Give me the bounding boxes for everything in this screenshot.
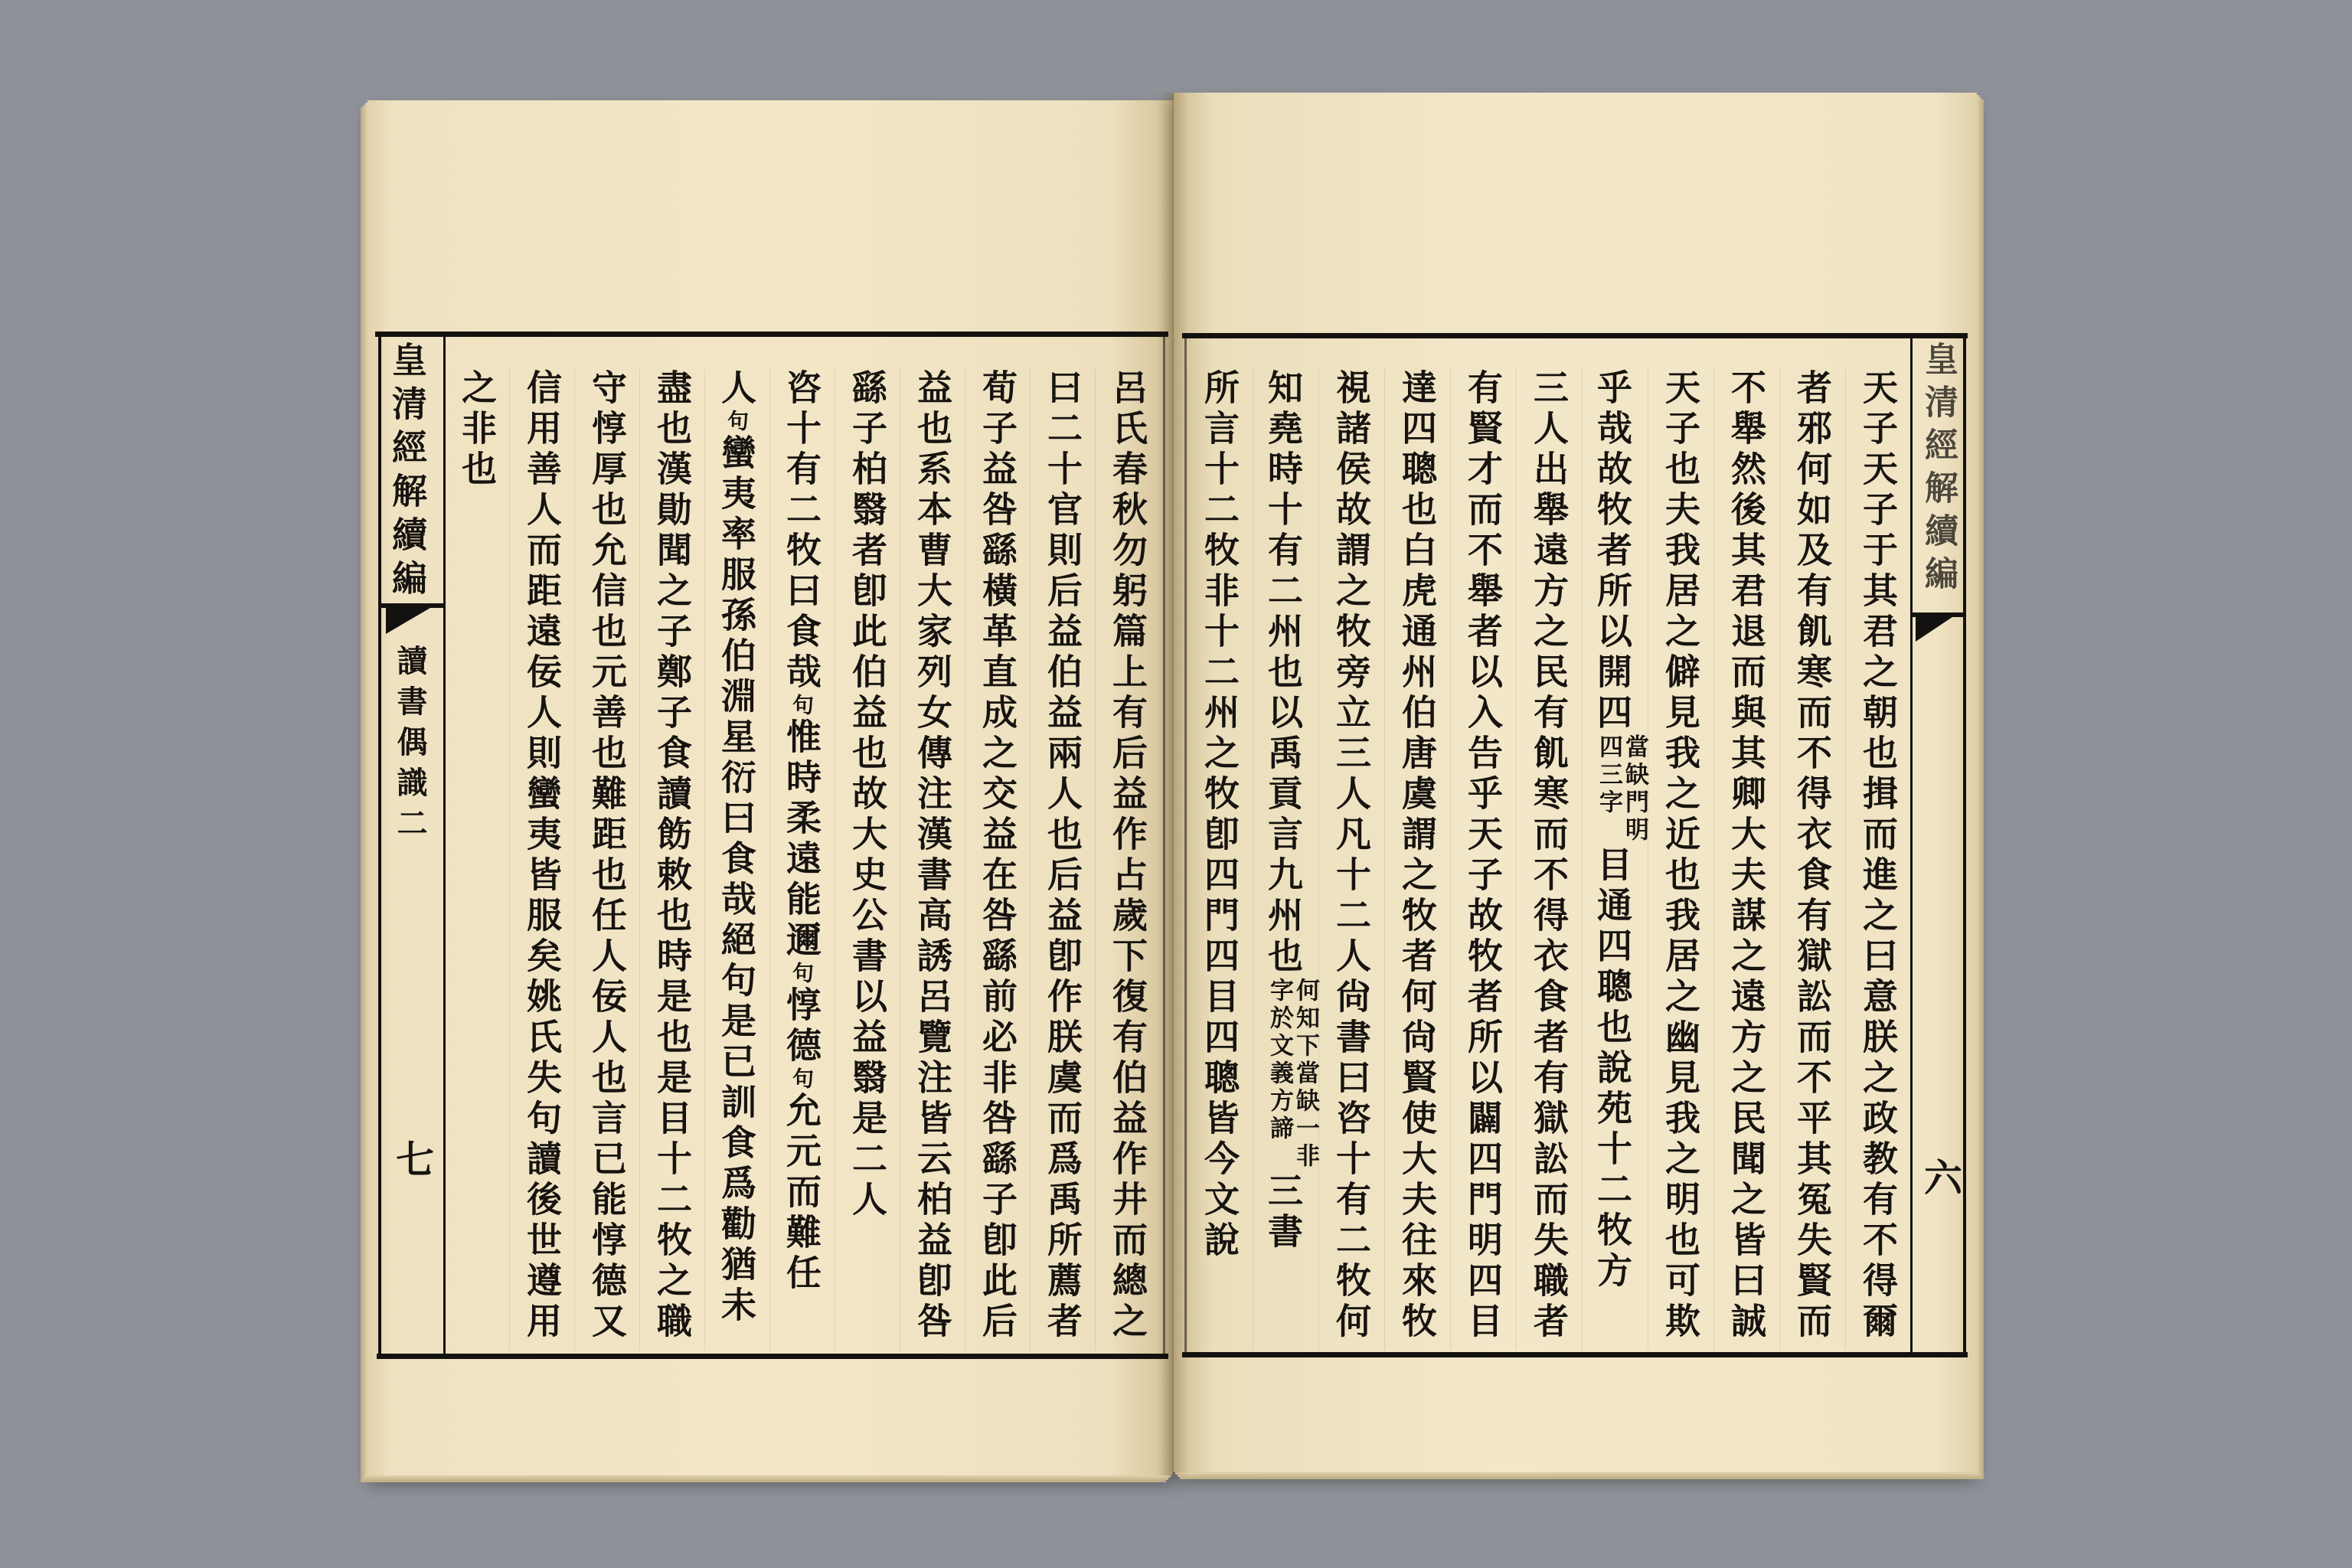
text-column (1030, 369, 1095, 1351)
interlinear-double-note: 何知下當缺一非字於文義方諦 (1266, 978, 1319, 1171)
column-text: 呂氏春秋勿躬篇上有后益作占歲下復有伯益作井而總之 (1107, 369, 1148, 1343)
column-text: 信用善人而距遠佞人則蠻夷皆服矣姚氏失句讀後世遵用 (521, 369, 563, 1343)
right-frame-bottom-rule (1182, 1352, 1968, 1357)
fish-tail-mark (381, 603, 444, 637)
column-text: 人 (716, 369, 757, 410)
right-page-text-block (1187, 369, 1911, 1351)
left-frame-top-rule (375, 332, 1168, 337)
column-text: 乎哉故牧者所以開四 (1592, 369, 1633, 734)
column-text: 三書 (1263, 1172, 1304, 1253)
column-text: 者邪何如及有飢寒而不得衣食有獄訟而不平其冤失賢而 (1792, 369, 1833, 1343)
left-running-title: 皇清經解續編 (387, 341, 428, 603)
text-column (1450, 369, 1516, 1351)
text-column (444, 369, 509, 1351)
text-column (1648, 369, 1713, 1351)
column-text: 三人出舉遠方之民有飢寒而不得衣食者有獄訟而失職者 (1528, 369, 1570, 1343)
interlinear-note: 句 (789, 694, 815, 718)
text-column (1779, 369, 1845, 1351)
text-column (1253, 369, 1318, 1351)
fish-tail-mark (1913, 612, 1963, 646)
left-frame-outer-rule (378, 332, 381, 1359)
column-text: 達四聰也白虎通州伯唐虞謂之牧者何尙賢使大夫往來牧 (1396, 369, 1438, 1343)
column-text: 天子也夫我居之僻見我之近也我居之幽見我之明也可欺 (1660, 369, 1701, 1343)
column-text: 允元而難任 (781, 1092, 822, 1295)
column-text: 所言十二牧非十二州之牧卽四門四目四聰皆今文說 (1199, 369, 1240, 1262)
column-text: 繇子柏翳者卽此伯益也故大史公書以益翳是二人 (847, 369, 888, 1221)
interlinear-double-note: 當缺門明四三字 (1595, 734, 1648, 844)
text-column (965, 369, 1030, 1351)
column-text: 目通四聰也說苑十二牧方 (1592, 846, 1633, 1292)
right-page-number: 六 (1918, 1158, 1963, 1196)
left-section-title: 讀書偶識二 (392, 645, 428, 848)
right-frame-outer-rule (1963, 333, 1966, 1357)
left-page-number: 七 (390, 1139, 435, 1178)
column-text: 曰二十官則后益伯益兩人也后益卽作朕虞而爲禹所薦者 (1042, 369, 1083, 1343)
text-column (704, 369, 769, 1351)
column-text: 咨十有二牧曰食哉 (781, 369, 822, 694)
interlinear-note: 句 (724, 410, 750, 434)
text-column (1384, 369, 1450, 1351)
text-column (1318, 369, 1384, 1351)
left-page-text-block (444, 369, 1160, 1351)
right-running-title: 皇清經解續編 (1919, 341, 1958, 599)
left-frame-bottom-rule (377, 1354, 1168, 1359)
column-text: 惇德 (781, 986, 822, 1067)
text-column (1713, 369, 1779, 1351)
right-frame-top-rule (1182, 333, 1968, 338)
text-column (835, 369, 900, 1351)
text-column (1095, 369, 1160, 1351)
text-column (1845, 369, 1911, 1351)
text-column (574, 369, 639, 1351)
column-text: 益也系本曹大家列女傳注漢書高誘呂覽注皆云柏益卽咎 (912, 369, 953, 1343)
column-text: 不舉然後其君退而與其卿大夫謀之遠方之民聞之皆曰誠 (1726, 369, 1767, 1343)
interlinear-note: 句 (789, 1067, 815, 1092)
left-frame-inner-rule (1163, 332, 1165, 1359)
text-column (900, 369, 965, 1351)
column-text: 荀子益咎繇橫革直成之交益在咎繇前必非咎繇子卽此后 (977, 369, 1018, 1343)
text-column (509, 369, 574, 1351)
book-spine (1158, 93, 1188, 1475)
text-column (769, 369, 835, 1351)
column-text: 有賢才而不舉者以入告乎天子故牧者所以闢四門明四目 (1462, 369, 1504, 1343)
text-column (1582, 369, 1648, 1351)
column-text: 視諸侯故謂之牧旁立三人凡十二人尙書曰咨十有二牧何 (1331, 369, 1372, 1343)
column-text: 守惇厚也允信也元善也難距也任人佞人也言已能惇德又 (586, 369, 628, 1343)
column-text: 惟時柔遠能邇 (781, 718, 822, 962)
column-text: 蠻夷率服孫伯淵星衍曰食哉絕句是已訓食爲勸猶未 (716, 434, 757, 1327)
column-text: 盡也漢勛聞之子鄭子食讀飭敕也時是也是目十二牧之職 (652, 369, 693, 1343)
text-column (639, 369, 704, 1351)
column-text: 之非也 (456, 369, 498, 491)
interlinear-note: 句 (789, 962, 815, 986)
text-column (1516, 369, 1582, 1351)
column-text: 天子天子于其君之朝也揖而進之曰意朕之政教有不得爾 (1857, 369, 1899, 1343)
column-text: 知堯時十有二州也以禹貢言九州也 (1263, 369, 1304, 978)
text-column (1187, 369, 1253, 1351)
